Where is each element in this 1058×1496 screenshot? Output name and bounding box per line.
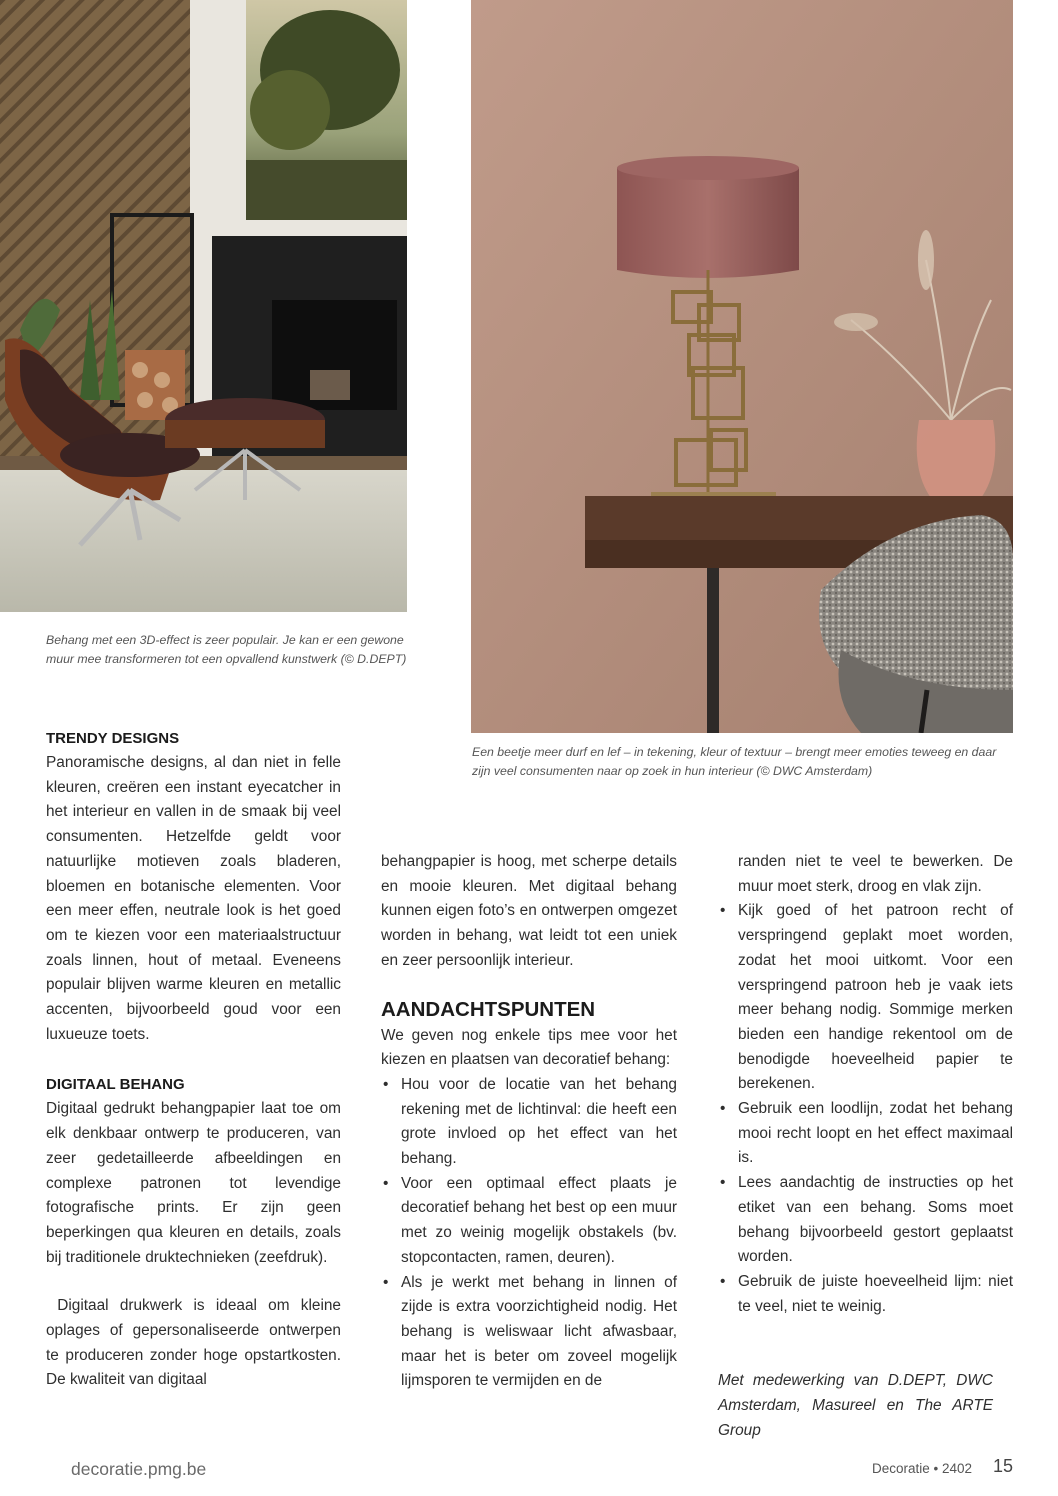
article-column-3	[718, 850, 1013, 1443]
photo-caption: Behang met een 3D-effect is zeer populair. Je kan er een gewone muur mee transformeren tot een opvallend kunstwerk (© D.DEPT)	[46, 633, 407, 666]
list-item: • Kijk goed of het patroon recht of verspringend geplakt moet worden, zodat het mooi uitkomt. Voor een verspringend patroon heb je vaak iets meer behang nodig. Sommige merken bieden een handige rekentool om de benodigde hoeveelheid papier te berekenen.	[718, 899, 1013, 1097]
website-link[interactable]: decoratie.pmg.be	[71, 1459, 207, 1479]
body-paragraph: We geven nog enkele tips mee voor het kiezen en plaatsen van decoratief behang:	[381, 1026, 677, 1069]
photo-lamp-console-illustration	[471, 0, 1013, 733]
credits: Met medewerking van D.DEPT, DWC Amsterdam, Masureel en The ARTE Group	[718, 1372, 993, 1439]
section-heading: TRENDY DESIGNS	[46, 730, 180, 747]
photo-caption: Een beetje meer durf en lef – in tekening, kleur of textuur – brengt meer emoties teweeg en daar zijn veel consumenten naar op zoek in hun interieur (© DWC Amsterdam)	[472, 745, 997, 778]
page-number: 15	[993, 1456, 1014, 1476]
body-paragraph: Digitaal drukwerk is ideaal om kleine oplages of gepersonaliseerde ontwerpen te produceren zonder hoge opstartkosten. De kwaliteit van digitaal	[46, 1297, 346, 1389]
body-paragraph: Panoramische designs, al dan niet in felle kleuren, creëren een instant eyecatcher in het interieur en vallen in de smaak bij veel consumenten. Hetzelfde geldt voor natuurlijke motieven zoals bladeren, bloemen en botanische elementen. Voor een meer effen, neutrale look is het goed om te kiezen voor een materiaalstructuur zoals linnen, hout of metaal. Eveneens populair blijven warme kleuren en metallic accenten, bijvoorbeeld goud voor een luxueuze toets.	[46, 754, 341, 1043]
tips-list	[381, 1073, 677, 1394]
article-column-2	[381, 850, 677, 1394]
photo-lounge-fireplace-illustration	[0, 0, 407, 612]
body-paragraph: Digitaal gedrukt behangpapier laat toe om elk denkbaar ontwerp te produceren, van zeer gedetailleerde afbeeldingen en complexe patronen tot levendige fotografische prints. Er zijn geen beperkingen qua kleuren en details, zoals bij traditionele druktechnieken (zeefdruk).	[46, 1100, 341, 1266]
magazine-issue: Decoratie • 2402	[872, 1461, 973, 1476]
photo-lounge-fireplace	[0, 0, 407, 612]
body-paragraph: randen niet te veel te bewerken. De muur moet sterk, droog en vlak zijn.	[738, 853, 1013, 895]
tips-list	[718, 899, 1013, 1319]
body-paragraph: behangpapier is hoog, met scherpe details en mooie kleuren. Met digitaal behang kunnen eigen foto’s en ontwerpen omgezet worden in behang, wat leidt tot een uniek en zeer persoonlijk interieur.	[381, 853, 677, 969]
list-item: • Lees aandachtig de instructies op het etiket van een behang. Soms moet behang bijvoorbeeld gestort geplaatst worden.	[718, 1171, 1013, 1270]
photo-lamp-console	[471, 0, 1013, 733]
section-heading: DIGITAAL BEHANG	[46, 1076, 185, 1094]
list-item: • Gebruik de juiste hoeveelheid lijm: niet te veel, niet te weinig.	[718, 1270, 1013, 1319]
article-column-1	[46, 727, 346, 1393]
list-item: • Gebruik een loodlijn, zodat het behang mooi recht loopt en het effect maximaal is.	[718, 1097, 1013, 1171]
list-item: • Voor een optimaal effect plaats je decoratief behang het best op een muur met zo weinig mogelijk obstakels (bv. stopcontacten, ramen, deuren).	[381, 1172, 677, 1271]
list-item: • Als je werkt met behang in linnen of zijde is extra voorzichtigheid nodig. Het behang is weliswaar licht afwasbaar, maar het is beter om zoveel mogelijk lijmsporen te vermijden en de	[381, 1271, 677, 1395]
list-item: • Hou voor de locatie van het behang rekening met de lichtinval: die heeft een grote invloed op het effect van het behang.	[381, 1073, 677, 1172]
section-heading: AANDACHTSPUNTEN	[381, 997, 596, 1021]
